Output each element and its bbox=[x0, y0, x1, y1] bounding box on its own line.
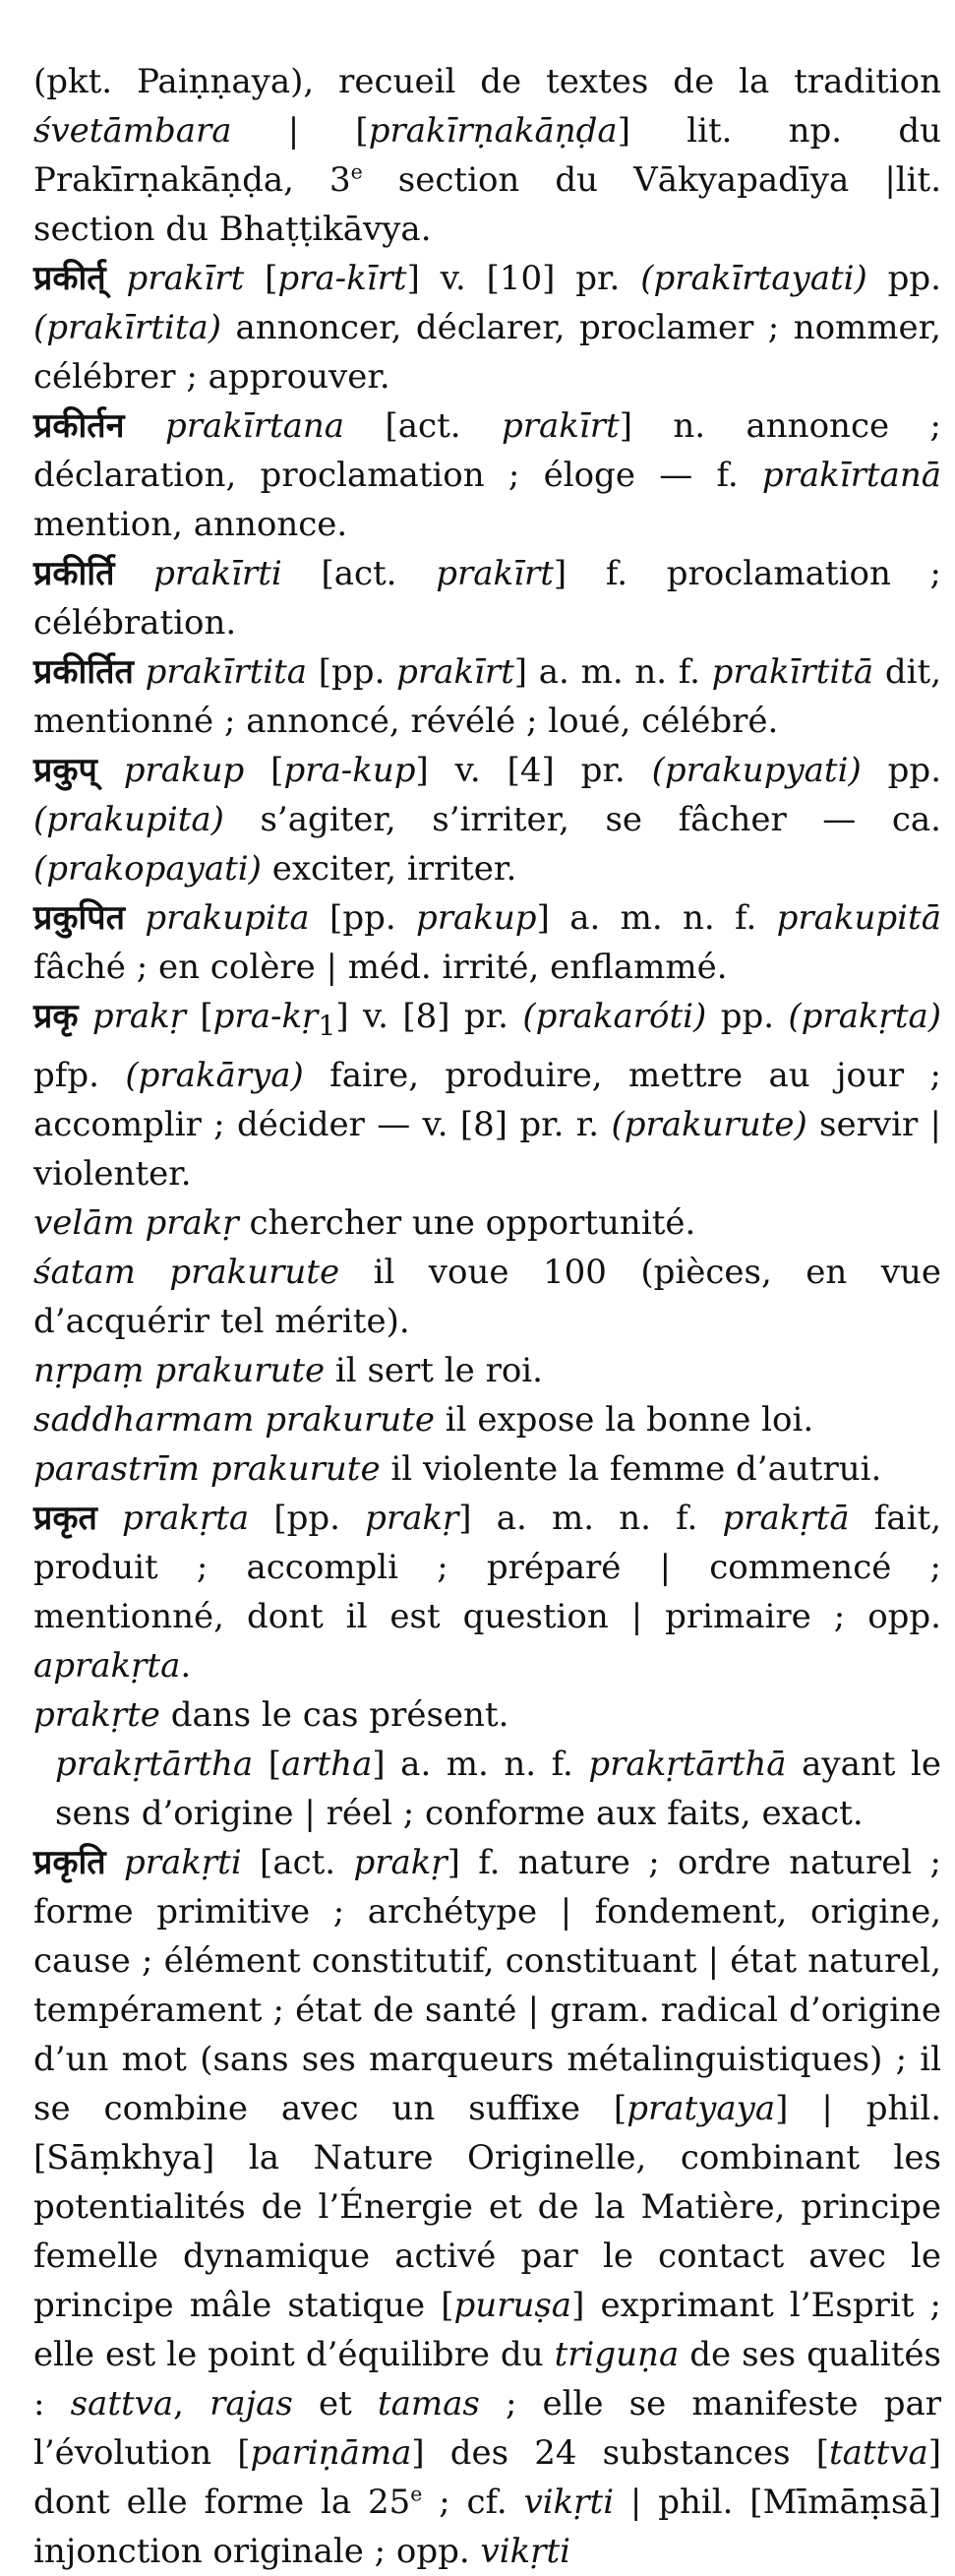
entry-prakupita: प्रकुपित prakupita [pp. prakup] a. m. n. f. prakupitā fâché ; en colère | méd. irrité, enflammé. bbox=[33, 898, 941, 987]
example-saddharmam-prakurute: saddharmam prakurute il expose la bonne loi. bbox=[33, 1399, 814, 1440]
example-parastrim-prakurute: parastrīm prakurute il violente la femme d’autrui. bbox=[33, 1448, 882, 1489]
entry-prakrti: प्रकृति prakṛti [act. prakṛ] f. nature ; ordre naturel ; forme primitive ; archétype | fondement, origine, cause ; élément constitutif, constituant | état naturel, tempérament ; état de santé | gram. radical d’origine d’un mot (sans ses marqueurs métalinguistiques) ; il se combine avec un suffixe [pratyaya] | phil. [Sāṃkhya] la Nature Originelle, combinant les potentialités de l’Énergie et de la Matière, principe femelle dynamique activé par le contact avec le principe mâle statique [puruṣa] exprimant l’Esprit ; elle est le point d’équilibre du triguṇa de ses qualités : sattva, rajas et tamas ; elle se manifeste par l’évolution [pariṇāma] des 24 substances [tattva] dont elle forme la 25e ; cf. vikṛti | phil. [Mīmāṃsā] injonction originale ; opp. vikṛti bbox=[33, 1842, 942, 2571]
entry-prakirt: प्रकीर्त् prakīrt [pra-kīrt] v. [10] pr. (prakīrtayati) pp. (prakīrtita) annoncer, déclarer, proclamer ; nommer, célébrer ; approuver. bbox=[33, 259, 941, 397]
entry-prakirti: प्रकीर्ति prakīrti [act. prakīrt] f. proclamation ; célébration. bbox=[33, 554, 941, 643]
entry-prakirtana: प्रकीर्तन prakīrtana [act. prakīrt] n. annonce ; déclaration, proclamation ; éloge — f. prakīrtanā mention, annonce. bbox=[33, 406, 941, 544]
subentry-prakrtartha: prakṛtārtha [artha] a. m. n. f. prakṛtārthā ayant le sens d’origine | réel ; conforme aux faits, exact. bbox=[55, 1744, 941, 1833]
example-prakrte: prakṛte dans le cas présent. bbox=[33, 1694, 509, 1735]
example-nrpam-prakurute: nṛpaṃ prakurute il sert le roi. bbox=[33, 1350, 543, 1390]
entry-prakup: प्रकुप् prakup [pra-kup] v. [4] pr. (prakupyati) pp. (prakupita) s’agiter, s’irriter, se fâcher — ca. (prakopayati) exciter, irriter. bbox=[33, 751, 941, 889]
entry-continuation: (pkt. Paiṇṇaya), recueil de textes de la tradition śvetāmbara | [prakīrṇakāṇḍa] lit. np. du Prakīrṇakāṇḍa, 3e section du Vākyapadīya |lit. section du Bhaṭṭikāvya. bbox=[33, 62, 941, 249]
example-velam-prakr: velām prakṛ chercher une opportunité. bbox=[33, 1202, 696, 1243]
example-satam-prakurute: śatam prakurute il voue 100 (pièces, en vue d’acquérir tel mérite). bbox=[33, 1252, 941, 1341]
entry-prakirtita: प्रकीर्तित prakīrtita [pp. prakīrt] a. m. n. f. prakīrtitā dit, mentionné ; annoncé, révélé ; loué, célébré. bbox=[33, 652, 941, 741]
entry-prakr: प्रकृ prakṛ [pra-kṛ$_1$] v. [8] pr. (prakaróti) pp. (prakṛta) pfp. (prakārya) faire, produire, mettre au jour ; accomplir ; décider — v. [8] pr. r. (prakurute) servir | violenter. bbox=[33, 997, 942, 1194]
entry-prakrta: प्रकृत prakṛta [pp. prakṛ] a. m. n. f. prakṛtā fait, produit ; accompli ; préparé | commencé ; mentionné, dont il est question | primaire ; opp. aprakṛta. bbox=[33, 1498, 942, 1686]
